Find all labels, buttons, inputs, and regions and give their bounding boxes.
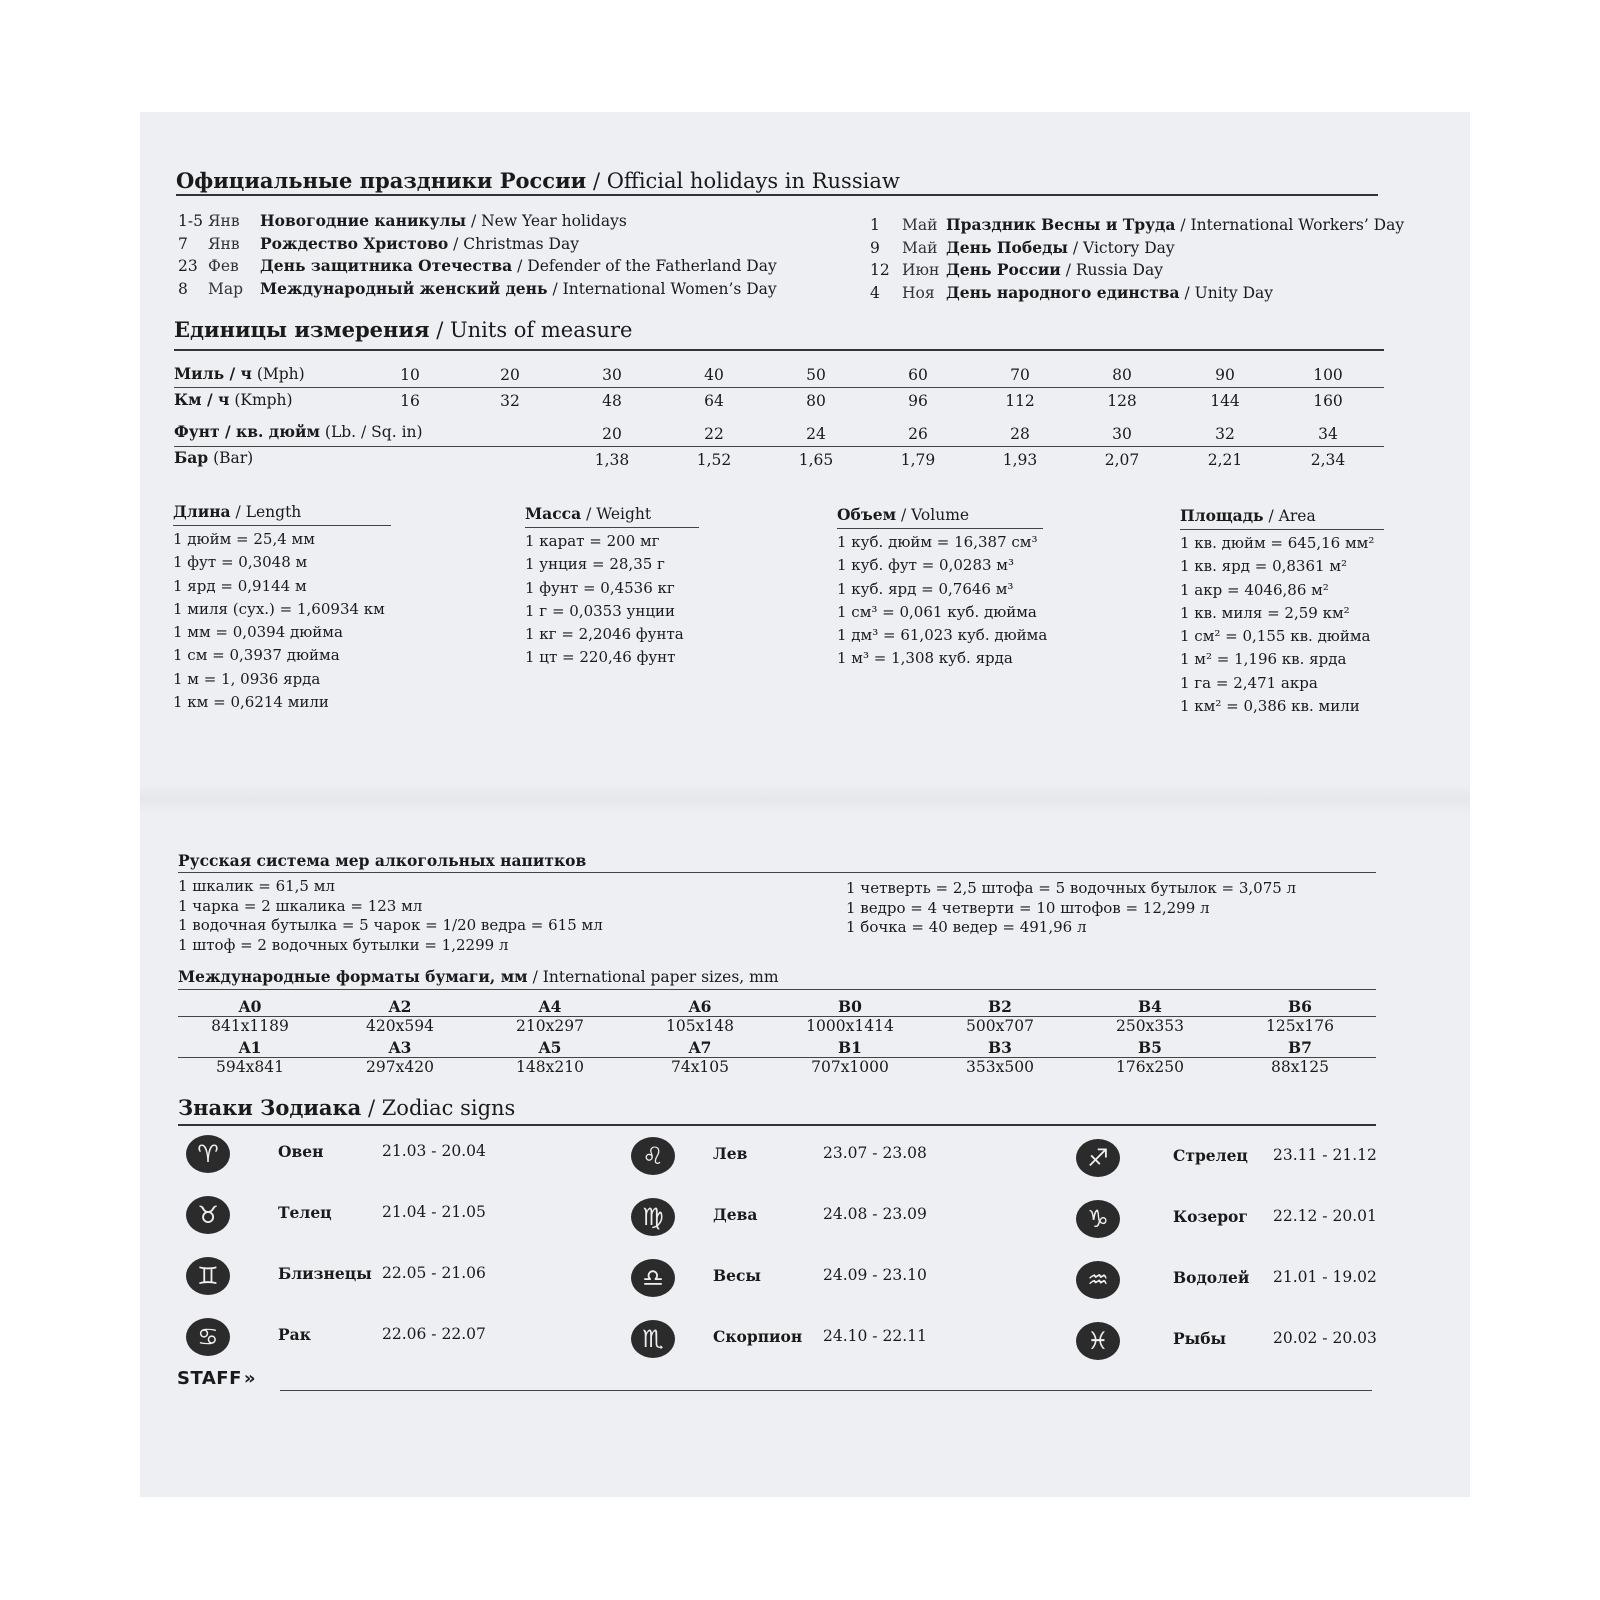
holidays-rule [176,194,1378,196]
zodiac-name: Весы [713,1266,761,1285]
unit-value: 50 [806,366,826,384]
alcohol-rule [178,872,1376,873]
cancer-icon [180,1311,236,1361]
zodiac-name: Рак [278,1325,311,1344]
area-rule [1180,529,1384,530]
zodiac-dates: 22.05 - 21.06 [382,1264,486,1282]
holiday-row [870,238,1175,257]
sagittarius-icon [1070,1132,1126,1182]
unit-value: 112 [1005,392,1035,410]
taurus-icon [180,1189,236,1239]
paper-format [480,997,620,1035]
length-item: 1 фут = 0,3048 м [173,553,308,572]
area-item: 1 кв. миля = 2,59 км² [1180,603,1350,622]
holiday-name-en: / Russia Day [1060,261,1163,279]
paper-rule [178,989,1376,990]
paper-format-size: 1000x1414 [806,1017,894,1035]
volume-item: 1 м³ = 1,308 куб. ярда [837,649,1013,668]
length-item: 1 дюйм = 25,4 мм [173,530,315,548]
paper-format [1230,997,1370,1035]
holiday-name-ru: День защитника Отечества [260,256,513,275]
svg-text:♐: ♐ [1087,1144,1109,1172]
paper-format-name: A2 [388,997,412,1016]
unit-value: 100 [1313,366,1343,384]
paper-format-name: B3 [988,1038,1012,1057]
paper-format [330,1038,470,1076]
holiday-row [870,260,1163,279]
leo-icon [625,1130,681,1180]
unit-value: 96 [908,392,928,410]
svg-text:♒: ♒ [1087,1266,1109,1294]
holiday-day: 1 [870,216,880,234]
length-rule [173,525,391,526]
unit-value: 80 [806,392,826,410]
paper-format [930,997,1070,1035]
paper-format-name: B2 [988,997,1012,1016]
unit-value: 26 [908,425,928,443]
unit-value: 30 [602,366,622,384]
weight-item: 1 кг = 2,2046 фунта [525,625,684,644]
staff-logo: STAFF » [177,1368,257,1389]
unit-value: 128 [1107,392,1137,410]
holiday-name-en: / Victory Day [1067,238,1175,257]
zodiac-name: Дева [713,1205,758,1224]
zodiac-title: Знаки Зодиака / Zodiac signs [178,1095,516,1120]
paper-format [780,997,920,1035]
holiday-name-ru: Рождество Христово [260,233,449,253]
unit-value: 64 [704,392,724,410]
paper-format [1080,997,1220,1035]
paper-format-size: 420x594 [366,1017,434,1035]
unit-value: 2,07 [1104,451,1140,469]
weight-list [525,530,684,670]
zodiac-dates: 24.08 - 23.09 [823,1205,927,1223]
zodiac-dates: 21.01 - 19.02 [1273,1268,1377,1286]
svg-text:♉: ♉ [197,1201,219,1229]
holiday-month: Фев [208,257,239,275]
area-item: 1 кв. ярд = 0,8361 м² [1180,557,1348,576]
kmph-label: Км / ч (Kmph) [174,390,293,409]
mph-rule [174,387,1384,388]
paper-format-name: B6 [1288,997,1312,1016]
paper-format-name: A1 [238,1038,262,1057]
unit-value: 22 [704,425,724,443]
length-title: Длина / Length [173,502,302,521]
holiday-name-en: / Unity Day [1179,283,1274,302]
aquarius-icon [1070,1254,1126,1304]
area-item: 1 см² = 0,155 кв. дюйма [1180,627,1371,646]
zodiac-dates: 22.12 - 20.01 [1273,1207,1377,1225]
libra-icon [625,1252,681,1302]
length-list [173,528,385,714]
length-item: 1 км = 0,6214 мили [173,693,329,712]
page-fold [140,784,1470,814]
unit-value: 1,79 [900,451,936,469]
alcohol-item: 1 бочка = 40 ведер = 491,96 л [846,918,1087,936]
unit-value: 48 [602,392,622,410]
alcohol-left-list [178,877,603,955]
area-item: 1 км² = 0,386 кв. мили [1180,697,1360,716]
unit-value: 2,34 [1310,451,1346,469]
zodiac-name: Водолей [1173,1268,1250,1287]
zodiac-dates: 23.07 - 23.08 [823,1144,927,1162]
alcohol-right-list [846,879,1296,938]
paper-format [1080,1038,1220,1076]
scorpio-icon [625,1313,681,1363]
svg-text:♍: ♍ [642,1203,664,1231]
zodiac-name: Рыбы [1173,1329,1227,1348]
zodiac-dates: 24.10 - 22.11 [823,1327,927,1345]
holiday-month: Мар [208,279,244,298]
holiday-month: Июн [902,261,940,279]
paper-format-size: 125x176 [1266,1017,1334,1035]
area-item: 1 м² = 1,196 кв. ярда [1180,650,1347,669]
holiday-month: Ноя [902,283,935,302]
paper-format-size: 105x148 [666,1017,734,1035]
paper-format-name: A4 [538,997,562,1016]
holiday-name-ru: Праздник Весны и Труда [946,215,1176,234]
unit-value: 1,93 [1002,451,1038,469]
zodiac-dates: 23.11 - 21.12 [1273,1146,1377,1164]
holiday-month: Май [902,238,938,257]
paper-format [780,1038,920,1076]
aries-icon [180,1128,236,1178]
holiday-name-ru: Международный женский день [260,278,548,298]
volume-item: 1 куб. дюйм = 16,387 см³ [837,533,1038,551]
unit-value: 80 [1112,366,1132,384]
alcohol-item: 1 шкалик = 61,5 мл [178,877,335,895]
paper-format [630,997,770,1035]
weight-title: Масса / Weight [525,504,652,523]
zodiac-dates: 21.03 - 20.04 [382,1142,486,1160]
length-item: 1 ярд = 0,9144 м [173,576,307,595]
holiday-name-en: / Defender of the Fatherland Day [512,257,777,275]
paper-format [1230,1038,1370,1076]
paper-format [180,1038,320,1076]
holiday-row [870,215,1404,234]
zodiac-name: Козерог [1173,1207,1248,1226]
psi-rule [174,446,1384,447]
area-item: 1 акр = 4046,86 м² [1180,580,1329,599]
unit-value: 1,65 [798,451,834,469]
unit-value: 160 [1313,392,1343,410]
holiday-name-en: / Christmas Day [448,234,579,253]
volume-item: 1 куб. ярд = 0,7646 м³ [837,579,1014,598]
paper-format-name: A0 [238,997,262,1016]
zodiac-name: Стрелец [1173,1146,1248,1165]
holiday-day: 7 [178,234,188,253]
volume-rule [837,528,1043,529]
svg-text:♊: ♊ [197,1262,219,1290]
area-item: 1 кв. дюйм = 645,16 мм² [1180,534,1375,552]
alcohol-item: 1 водочная бутылка = 5 чарок = 1/20 ведра = 615 мл [178,916,603,934]
footer-rule [280,1390,1372,1391]
volume-item: 1 куб. фут = 0,0283 м³ [837,556,1014,575]
length-item: 1 миля (сух.) = 1,60934 км [173,599,385,618]
paper-format-size: 353x500 [966,1058,1034,1076]
zodiac-dates: 24.09 - 23.10 [823,1266,927,1284]
paper-format-size: 176x250 [1116,1058,1184,1076]
paper-format-size: 500x707 [966,1017,1034,1035]
paper-format-size: 594x841 [216,1058,284,1076]
unit-value: 40 [704,366,724,384]
zodiac-name: Лев [713,1144,748,1163]
paper-format [180,997,320,1035]
holiday-row [870,283,1273,302]
length-item: 1 мм = 0,0394 дюйма [173,623,343,642]
unit-value: 20 [602,425,622,443]
paper-title: Международные форматы бумаги, мм / International paper sizes, mm [178,967,779,986]
paper-format [930,1038,1070,1076]
paper-format-name: B5 [1138,1038,1162,1057]
holiday-row [178,234,579,253]
weight-item: 1 г = 0,0353 унции [525,601,675,620]
unit-value: 60 [908,366,928,384]
paper-format-size: 841x1189 [211,1017,289,1035]
area-title: Площадь / Area [1180,506,1316,525]
svg-text:♑: ♑ [1087,1205,1109,1233]
unit-value: 144 [1210,392,1240,410]
holiday-day: 23 [178,257,198,275]
alcohol-item: 1 ведро = 4 четверти = 10 штофов = 12,299 л [846,898,1210,917]
unit-value: 20 [500,366,520,384]
bar-label: Бар (Bar) [174,448,254,467]
weight-rule [525,527,699,528]
zodiac-dates: 20.02 - 20.03 [1273,1329,1377,1347]
zodiac-dates: 21.04 - 21.05 [382,1203,486,1221]
paper-format-name: A6 [688,997,712,1016]
zodiac-name: Телец [278,1203,332,1222]
alcohol-item: 1 четверть = 2,5 штофа = 5 водочных бутылок = 3,075 л [846,879,1297,897]
zodiac-rule [178,1124,1376,1126]
paper-format-name: A5 [538,1038,562,1057]
holiday-day: 12 [870,261,890,279]
weight-item: 1 карат = 200 мг [525,532,660,550]
paper-format-name: A7 [688,1038,712,1057]
gemini-icon [180,1250,236,1300]
zodiac-name: Близнецы [278,1264,372,1283]
area-list [1180,532,1374,718]
paper-format [480,1038,620,1076]
holiday-day: 8 [178,279,188,298]
holiday-row [178,279,777,298]
alcohol-item: 1 штоф = 2 водочных бутылки = 1,2299 л [178,935,509,954]
volume-item: 1 см³ = 0,061 куб. дюйма [837,602,1037,621]
weight-item: 1 цт = 220,46 фунт [525,648,676,667]
zodiac-name: Скорпион [713,1327,803,1346]
holiday-month: Янв [208,212,240,230]
holiday-name-en: / New Year holidays [466,212,627,230]
unit-value: 70 [1010,366,1030,384]
paper-format-name: B7 [1288,1038,1312,1057]
svg-text:♏: ♏ [642,1325,664,1353]
units-rule [174,349,1384,351]
holiday-month: Янв [208,234,240,253]
paper-format-size: 74x105 [670,1058,730,1076]
unit-value: 32 [500,392,520,410]
holiday-month: Май [902,216,938,234]
virgo-icon [625,1191,681,1241]
paper-format [630,1038,770,1076]
paper-format-size: 297x420 [366,1058,434,1076]
holiday-day: 1-5 [178,212,203,230]
holiday-day: 4 [870,283,880,302]
unit-value: 2,21 [1207,451,1243,469]
reference-sheet [140,112,1470,1497]
zodiac-dates: 22.06 - 22.07 [382,1325,486,1343]
holiday-row [178,211,627,230]
weight-item: 1 фунт = 0,4536 кг [525,578,675,597]
holiday-name-ru: Новогодние каникулы [260,211,467,230]
holiday-name-ru: День Победы [946,237,1068,257]
holiday-name-ru: День России [946,260,1061,279]
pisces-icon [1070,1315,1126,1365]
holiday-row [178,256,777,275]
alcohol-title: Русская система мер алкогольных напитков [178,851,587,870]
paper-format [330,997,470,1035]
unit-value: 1,52 [696,451,732,469]
capricorn-icon [1070,1193,1126,1243]
holiday-name-en: / International Workers’ Day [1175,216,1405,234]
unit-value: 1,38 [594,451,630,469]
length-item: 1 м = 1, 0936 ярда [173,669,321,688]
zodiac-name: Овен [278,1142,324,1161]
weight-item: 1 унция = 28,35 г [525,555,665,574]
holiday-name-en: / International Women’s Day [547,279,777,298]
volume-item: 1 дм³ = 61,023 куб. дюйма [837,626,1048,645]
unit-value: 30 [1112,425,1132,443]
paper-format-name: B0 [838,997,862,1016]
paper-format-name: B4 [1138,997,1162,1016]
length-item: 1 см = 0,3937 дюйма [173,646,340,665]
svg-text:♓: ♓ [1087,1327,1109,1355]
unit-value: 34 [1318,425,1338,443]
paper-format-name: B1 [838,1038,862,1057]
volume-title: Объем / Volume [837,505,970,524]
unit-value: 90 [1215,366,1235,384]
mph-label: Миль / ч (Mph) [174,364,305,383]
area-item: 1 га = 2,471 акра [1180,673,1318,692]
paper-format-size: 250x353 [1116,1017,1184,1035]
svg-text:♌: ♌ [642,1142,664,1170]
holiday-name-ru: День народного единства [946,282,1180,302]
svg-text:♎: ♎ [642,1264,664,1292]
paper-format-size: 148x210 [516,1058,584,1076]
paper-format-size: 88x125 [1270,1058,1330,1076]
svg-text:♋: ♋ [197,1323,219,1351]
psi-label: Фунт / кв. дюйм (Lb. / Sq. in) [174,422,423,441]
svg-text:♈: ♈ [197,1140,219,1168]
paper-format-size: 707x1000 [811,1058,889,1076]
holidays-title: Официальные праздники России / Official holidays in Russiaw [176,168,900,193]
holiday-day: 9 [870,238,880,257]
paper-format-size: 210x297 [516,1017,584,1035]
units-title: Единицы измерения / Units of measure [174,317,633,342]
volume-list [837,531,1047,671]
unit-value: 32 [1215,425,1235,443]
unit-value: 24 [806,425,826,443]
alcohol-item: 1 чарка = 2 шкалика = 123 мл [178,896,423,915]
paper-format-name: A3 [388,1038,412,1057]
unit-value: 10 [400,366,420,384]
unit-value: 28 [1010,425,1030,443]
unit-value: 16 [400,392,420,410]
